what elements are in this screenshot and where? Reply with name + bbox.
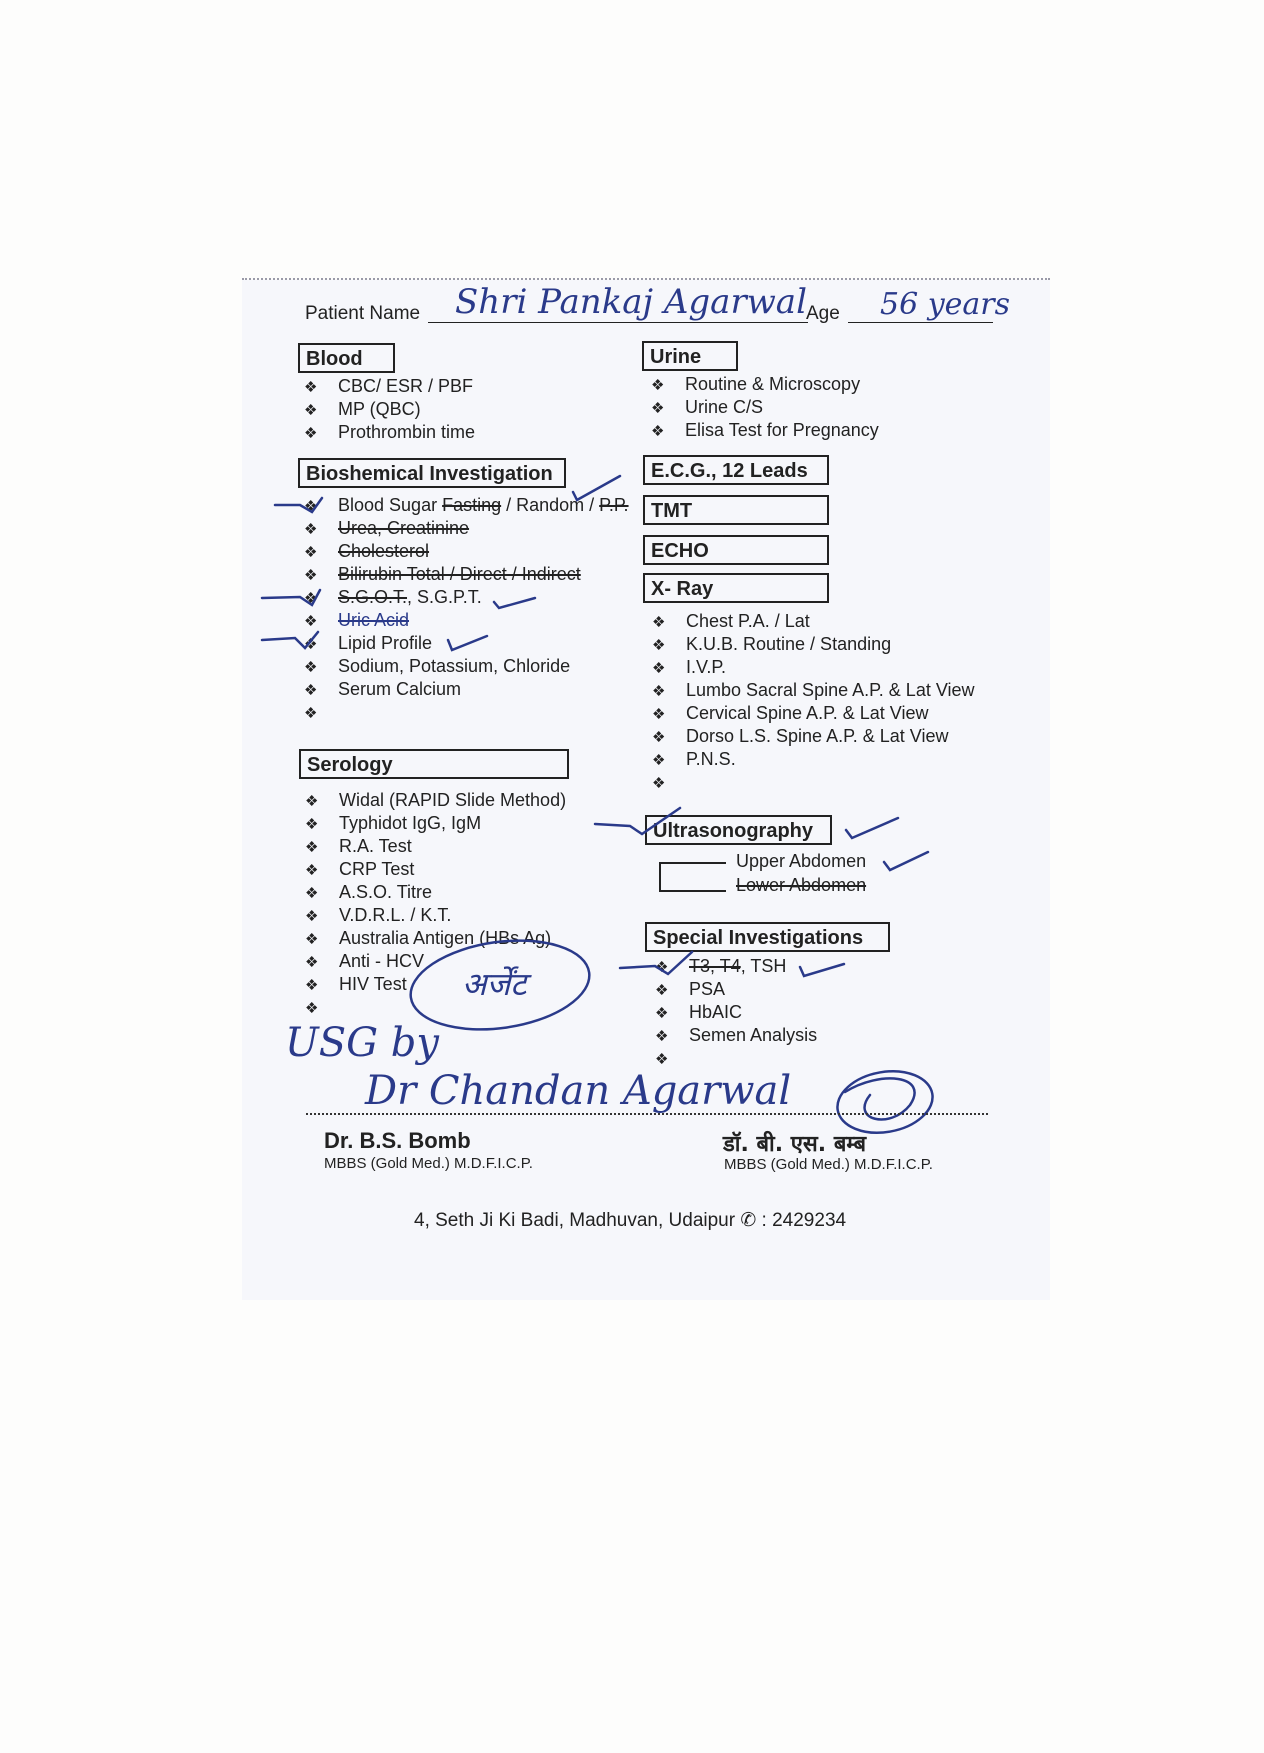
list-item: ❖ Blood Sugar Fasting / Random / P.P. <box>304 494 629 517</box>
bullet-icon: ❖ <box>304 682 318 699</box>
doctor-quals-hi: MBBS (Gold Med.) M.D.F.I.C.P. <box>724 1156 933 1173</box>
list-item: ❖ MP (QBC) <box>304 398 475 421</box>
list-item <box>304 701 629 724</box>
list-item: ❖ Chest P.A. / Lat <box>652 610 975 633</box>
list-item <box>652 771 975 794</box>
bullet-icon: ❖ <box>655 959 669 976</box>
list-item: ❖ Lipid Profile <box>304 632 629 655</box>
bullet-icon: ❖ <box>652 752 666 769</box>
list-item: ❖ Urine C/S <box>651 396 879 419</box>
list-item: ❖ Dorso L.S. Spine A.P. & Lat View <box>652 725 975 748</box>
list-item: ❖ A.S.O. Titre <box>305 881 566 904</box>
list-item: ❖ Serum Calcium <box>304 678 629 701</box>
list-item: ❖ I.V.P. <box>652 656 975 679</box>
list-item <box>655 1047 817 1070</box>
bullet-icon: ❖ <box>651 377 665 394</box>
bullet-icon: ❖ <box>304 544 318 561</box>
bullet-icon: ❖ <box>652 637 666 654</box>
bullet-icon: ❖ <box>304 379 318 396</box>
bullet-icon: ❖ <box>304 659 318 676</box>
bullet-icon: ❖ <box>304 521 318 538</box>
bullet-icon: ❖ <box>652 775 666 792</box>
tmt-header: TMT <box>643 495 829 525</box>
patient-name-label: Patient Name <box>305 303 421 324</box>
bullet-icon: ❖ <box>305 793 319 810</box>
bullet-icon: ❖ <box>304 402 318 419</box>
hindi-note: अर्जेंट <box>462 965 527 1003</box>
biochemical-header: Bioshemical Investigation <box>298 458 566 488</box>
bullet-icon: ❖ <box>304 705 318 722</box>
bullet-icon: ❖ <box>304 567 318 584</box>
list-item: ❖ T3, T4, TSH <box>655 955 817 978</box>
list-item: ❖ PSA <box>655 978 817 1001</box>
lower-abdomen: Lower Abdomen <box>736 875 867 895</box>
bullet-icon: ❖ <box>651 400 665 417</box>
echo-header: ECHO <box>643 535 829 565</box>
ecg-header: E.C.G., 12 Leads <box>643 455 829 485</box>
list-item: ❖ CRP Test <box>305 858 566 881</box>
bullet-icon: ❖ <box>304 498 318 515</box>
list-item: ❖ Cervical Spine A.P. & Lat View <box>652 702 975 725</box>
doctor-name-hi: डॉ. बी. एस. बम्ब <box>723 1132 867 1157</box>
upper-abdomen: Upper Abdomen <box>736 851 867 871</box>
bullet-icon: ❖ <box>305 931 319 948</box>
ultrasound-bracket <box>659 862 726 892</box>
list-item: ❖ Typhidot IgG, IgM <box>305 812 566 835</box>
age-label: Age <box>806 303 840 324</box>
bullet-icon: ❖ <box>652 614 666 631</box>
list-item: ❖ Anti - HCV <box>305 950 566 973</box>
bullet-icon: ❖ <box>652 729 666 746</box>
list-item: ❖ Elisa Test for Pregnancy <box>651 419 879 442</box>
usg-note-line2: Dr Chandan Agarwal <box>365 1068 792 1114</box>
bullet-icon: ❖ <box>304 590 318 607</box>
urine-header: Urine <box>642 341 738 371</box>
serology-list <box>305 789 566 1019</box>
list-item: ❖ V.D.R.L. / K.T. <box>305 904 566 927</box>
list-item: ❖ Urea, Creatinine <box>304 517 629 540</box>
bullet-icon: ❖ <box>655 1028 669 1045</box>
bullet-icon: ❖ <box>305 839 319 856</box>
bullet-icon: ❖ <box>304 613 318 630</box>
blood-header: Blood <box>298 343 395 373</box>
bullet-icon: ❖ <box>305 816 319 833</box>
serology-header: Serology <box>299 749 569 779</box>
list-item: ❖ Sodium, Potassium, Chloride <box>304 655 629 678</box>
biochemical-list <box>304 494 629 724</box>
list-item: ❖ Bilirubin Total / Direct / Indirect <box>304 563 629 586</box>
age-line <box>848 322 993 323</box>
list-item: ❖ K.U.B. Routine / Standing <box>652 633 975 656</box>
list-item: ❖ Semen Analysis <box>655 1024 817 1047</box>
bullet-icon: ❖ <box>305 862 319 879</box>
urine-list <box>651 373 879 442</box>
bullet-icon: ❖ <box>652 706 666 723</box>
bullet-icon: ❖ <box>652 683 666 700</box>
bullet-icon: ❖ <box>305 885 319 902</box>
list-item: ❖ S.G.O.T., S.G.P.T. <box>304 586 629 609</box>
list-item: ❖ Widal (RAPID Slide Method) <box>305 789 566 812</box>
list-item: ❖ CBC/ ESR / PBF <box>304 375 475 398</box>
patient-name-value: Shri Pankaj Agarwal <box>455 282 807 322</box>
xray-list <box>652 610 975 794</box>
list-item <box>305 996 566 1019</box>
list-item: ❖ HbAIC <box>655 1001 817 1024</box>
bullet-icon: ❖ <box>652 660 666 677</box>
bullet-icon: ❖ <box>304 425 318 442</box>
signature-line <box>306 1113 988 1115</box>
patient-name-line <box>428 322 808 323</box>
xray-header: X- Ray <box>643 573 829 603</box>
list-item: ❖ Prothrombin time <box>304 421 475 444</box>
doctor-name-en: Dr. B.S. Bomb <box>324 1128 471 1153</box>
usg-note-line1: USG by <box>285 1020 439 1066</box>
list-item: ❖ Australia Antigen (HBs Ag) <box>305 927 566 950</box>
bullet-icon: ❖ <box>655 1051 669 1068</box>
bullet-icon: ❖ <box>305 908 319 925</box>
special-list <box>655 955 817 1070</box>
bullet-icon: ❖ <box>304 636 318 653</box>
ultrasonography-header: Ultrasonography <box>645 815 832 845</box>
list-item: ❖ Lumbo Sacral Spine A.P. & Lat View <box>652 679 975 702</box>
bullet-icon: ❖ <box>305 954 319 971</box>
list-item: ❖ Routine & Microscopy <box>651 373 879 396</box>
bullet-icon: ❖ <box>655 1005 669 1022</box>
list-item: ❖ Cholesterol <box>304 540 629 563</box>
blood-list <box>304 375 475 444</box>
bullet-icon: ❖ <box>305 1000 319 1017</box>
clinic-address: 4, Seth Ji Ki Badi, Madhuvan, Udaipur ✆ : 2429234 <box>414 1210 847 1231</box>
doctor-quals-en: MBBS (Gold Med.) M.D.F.I.C.P. <box>324 1155 533 1172</box>
list-item: ❖ Uric Acid <box>304 609 629 632</box>
bullet-icon: ❖ <box>305 977 319 994</box>
special-header: Special Investigations <box>645 922 890 952</box>
list-item: ❖ R.A. Test <box>305 835 566 858</box>
list-item: ❖ P.N.S. <box>652 748 975 771</box>
list-item: ❖ HIV Test <box>305 973 566 996</box>
bullet-icon: ❖ <box>655 982 669 999</box>
bullet-icon: ❖ <box>651 423 665 440</box>
age-value: 56 years <box>880 287 1011 322</box>
